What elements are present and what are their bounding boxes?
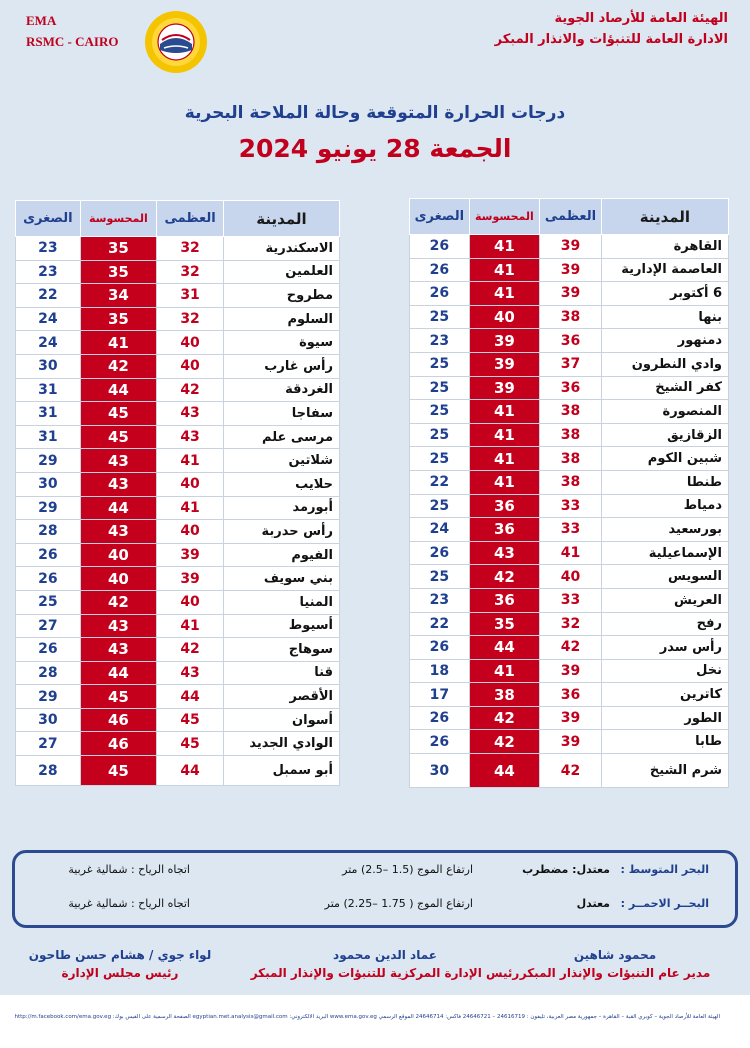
feels-like-cell: 42 [80,590,157,614]
max-temp-cell: 38 [540,400,602,424]
feels-like-cell: 43 [469,541,540,565]
max-temp-cell: 39 [157,543,224,567]
sea-conditions-box [12,850,738,928]
min-temp-cell: 22 [410,470,470,494]
table-row [410,565,729,589]
min-temp-cell: 23 [16,260,81,284]
table-row [410,494,729,518]
min-temp-cell: 25 [410,494,470,518]
max-temp-cell: 39 [540,258,602,282]
table-row [410,352,729,376]
table-row [410,730,729,754]
table-header-row [16,201,340,237]
max-temp-cell: 36 [540,683,602,707]
min-temp-cell: 30 [16,354,81,378]
min-temp-cell: 26 [410,282,470,306]
wind-direction: اتجاه الرياح : شمالية غربية [68,897,190,910]
city-cell: القاهرة [601,235,728,259]
max-temp-cell: 40 [157,520,224,544]
table-row [410,305,729,329]
min-temp-cell: 26 [410,730,470,754]
footer [0,995,750,1048]
max-temp-cell: 33 [540,494,602,518]
table-row [410,754,729,788]
sea-row-red-sea [15,897,735,917]
header-min: الصغرى [16,201,81,237]
feels-like-cell: 43 [80,520,157,544]
table-row [16,237,340,261]
org-department: الادارة العامة للتنبؤات والانذار المبكر [494,32,728,47]
city-cell: سفاجا [223,402,339,426]
feels-like-cell: 45 [80,402,157,426]
signer-name: لواء جوي / هشام حسن طاحون [28,948,212,962]
feels-like-cell: 41 [469,423,540,447]
city-cell: أبو سمبل [223,756,339,786]
min-temp-cell: 18 [410,659,470,683]
max-temp-cell: 39 [540,730,602,754]
max-temp-cell: 42 [540,636,602,660]
city-cell: شبين الكوم [601,447,728,471]
table-row [410,588,729,612]
signature-central-admin [250,946,520,982]
sea-row-mediterranean [15,863,735,883]
table-row [16,496,340,520]
min-temp-cell: 29 [16,496,81,520]
city-cell: الاسكندرية [223,237,339,261]
city-cell: الأقصر [223,685,339,709]
city-cell: الزقازيق [601,423,728,447]
min-temp-cell: 26 [16,543,81,567]
table-row [410,612,729,636]
city-cell: وادي النطرون [601,352,728,376]
max-temp-cell: 42 [157,638,224,662]
header-min: الصغرى [410,199,470,235]
header-max: العظمى [540,199,602,235]
table-row [16,307,340,331]
table-row [410,447,729,471]
feels-like-cell: 42 [80,354,157,378]
min-temp-cell: 25 [16,590,81,614]
footer-contact: الهيئة العامة للأرصاد الجوية – كوبري القبة – القاهرة – جمهورية مصر العربية، تليفون : 24616719 – 24646721 فاكس: 24646714 الموقع الرسمي www.ema.gov.eg البريد الالكتروني: egyptian.met.analysis@gmail.com الصفحة الرسمية على الفيس بوك: http://m.facebook.com/ema.gov.eg [14,1014,720,1020]
feels-like-cell: 44 [469,754,540,788]
table-row [410,376,729,400]
org-center: RSMC - CAIRO [26,34,119,49]
table-row [16,354,340,378]
city-cell: السلوم [223,307,339,331]
max-temp-cell: 40 [157,472,224,496]
feels-like-cell: 41 [469,258,540,282]
org-name-ar [495,8,728,50]
city-cell: نخل [601,659,728,683]
header-max: العظمى [157,201,224,237]
max-temp-cell: 40 [157,331,224,355]
table-row [16,638,340,662]
max-temp-cell: 41 [540,541,602,565]
feels-like-cell: 45 [80,685,157,709]
max-temp-cell: 42 [540,754,602,788]
signature-forecast-director [500,946,730,982]
city-cell: شلاتين [223,449,339,473]
city-cell: رأس حدربة [223,520,339,544]
table-row [16,590,340,614]
header-city: المدينة [601,199,728,235]
min-temp-cell: 24 [16,307,81,331]
table-row [410,706,729,730]
feels-like-cell: 38 [469,683,540,707]
table-row [16,567,340,591]
table-row [16,378,340,402]
max-temp-cell: 32 [157,307,224,331]
min-temp-cell: 31 [16,378,81,402]
min-temp-cell: 25 [410,305,470,329]
header-feel: المحسوسة [80,201,157,237]
city-cell: رأس سدر [601,636,728,660]
table-row [16,685,340,709]
city-cell: أسوان [223,708,339,732]
city-cell: قنا [223,661,339,685]
feels-like-cell: 39 [469,376,540,400]
max-temp-cell: 38 [540,305,602,329]
feels-like-cell: 41 [469,659,540,683]
min-temp-cell: 24 [16,331,81,355]
min-temp-cell: 23 [16,237,81,261]
sea-name: البحــر الاحمــر : [620,897,709,910]
city-cell: دمياط [601,494,728,518]
max-temp-cell: 41 [157,449,224,473]
city-cell: الوادي الجديد [223,732,339,756]
header-city: المدينة [223,201,339,237]
min-temp-cell: 30 [16,472,81,496]
city-cell: المنصورة [601,400,728,424]
feels-like-cell: 42 [469,565,540,589]
min-temp-cell: 22 [16,284,81,308]
wave-height: ارتفاع الموج (1.5 –2.5) متر [342,863,473,876]
feels-like-cell: 43 [80,638,157,662]
city-cell: بنها [601,305,728,329]
table-row [410,400,729,424]
table-row [410,659,729,683]
city-cell: الفيوم [223,543,339,567]
city-cell: شرم الشيخ [601,754,728,788]
feels-like-cell: 36 [469,588,540,612]
min-temp-cell: 30 [16,708,81,732]
max-temp-cell: 43 [157,661,224,685]
feels-like-cell: 45 [80,425,157,449]
sea-name: البحر المتوسط : [620,863,709,876]
table-row [410,235,729,259]
feels-like-cell: 35 [80,260,157,284]
feels-like-cell: 36 [469,494,540,518]
feels-like-cell: 44 [80,378,157,402]
ema-logo [140,10,212,74]
feels-like-cell: 44 [80,496,157,520]
min-temp-cell: 25 [410,352,470,376]
feels-like-cell: 46 [80,708,157,732]
city-cell: العاصمة الإدارية [601,258,728,282]
min-temp-cell: 25 [410,423,470,447]
table-row [410,329,729,353]
feels-like-cell: 40 [80,567,157,591]
feels-like-cell: 44 [80,661,157,685]
max-temp-cell: 33 [540,518,602,542]
org-name: الهيئة العامة للأرصاد الجوية [554,11,728,26]
wave-height: ارتفاع الموج ( 1.75 –2.25) متر [324,897,473,910]
max-temp-cell: 41 [157,496,224,520]
table-header-row [410,199,729,235]
city-cell: طنطا [601,470,728,494]
signer-name: عماد الدين محمود [333,948,437,962]
city-cell: الإسماعيلية [601,541,728,565]
max-temp-cell: 32 [157,237,224,261]
city-cell: مطروح [223,284,339,308]
max-temp-cell: 32 [540,612,602,636]
city-cell: كاترين [601,683,728,707]
max-temp-cell: 39 [540,235,602,259]
table-row [16,472,340,496]
max-temp-cell: 39 [540,282,602,306]
page-title: درجات الحرارة المتوقعة وحالة الملاحة البحرية [184,103,566,123]
table-row [410,541,729,565]
max-temp-cell: 45 [157,708,224,732]
city-cell: الغردقة [223,378,339,402]
feels-like-cell: 41 [469,400,540,424]
signer-role: رئيس الإدارة المركزية للتنبؤات والإنذار المبكر [250,966,520,980]
min-temp-cell: 26 [16,567,81,591]
max-temp-cell: 37 [540,352,602,376]
table-row [16,260,340,284]
table-row [410,423,729,447]
org-name-en [26,10,118,52]
table-row [410,636,729,660]
feels-like-cell: 46 [80,732,157,756]
city-cell: العريش [601,588,728,612]
min-temp-cell: 26 [410,258,470,282]
min-temp-cell: 30 [410,754,470,788]
signer-name: محمود شاهين [573,948,657,962]
max-temp-cell: 39 [540,706,602,730]
max-temp-cell: 43 [157,402,224,426]
feels-like-cell: 42 [469,730,540,754]
min-temp-cell: 28 [16,756,81,786]
table-row [16,331,340,355]
max-temp-cell: 41 [157,614,224,638]
city-cell: الطور [601,706,728,730]
org-abbrev: EMA [26,13,57,28]
signer-role: رئيس مجلس الإدارة [61,966,179,980]
min-temp-cell: 26 [16,638,81,662]
max-temp-cell: 42 [157,378,224,402]
min-temp-cell: 23 [410,329,470,353]
feels-like-cell: 42 [469,706,540,730]
city-cell: المنيا [223,590,339,614]
min-temp-cell: 23 [410,588,470,612]
min-temp-cell: 26 [410,235,470,259]
table-row [16,520,340,544]
max-temp-cell: 40 [157,590,224,614]
signature-chairman [20,946,220,982]
min-temp-cell: 25 [410,447,470,471]
feels-like-cell: 41 [469,470,540,494]
city-cell: السويس [601,565,728,589]
max-temp-cell: 44 [157,756,224,786]
feels-like-cell: 35 [80,237,157,261]
wind-direction: اتجاه الرياح : شمالية غربية [68,863,190,876]
feels-like-cell: 35 [80,307,157,331]
max-temp-cell: 43 [157,425,224,449]
city-cell: حلايب [223,472,339,496]
table-row [16,449,340,473]
table-row [16,402,340,426]
table-row [16,614,340,638]
feels-like-cell: 41 [469,447,540,471]
table-row [410,282,729,306]
min-temp-cell: 31 [16,402,81,426]
table-row [16,284,340,308]
max-temp-cell: 40 [540,565,602,589]
feels-like-cell: 44 [469,636,540,660]
feels-like-cell: 34 [80,284,157,308]
max-temp-cell: 36 [540,376,602,400]
min-temp-cell: 25 [410,565,470,589]
table-row [410,683,729,707]
city-cell: دمنهور [601,329,728,353]
min-temp-cell: 26 [410,706,470,730]
min-temp-cell: 29 [16,685,81,709]
max-temp-cell: 32 [157,260,224,284]
city-cell: طابا [601,730,728,754]
max-temp-cell: 39 [157,567,224,591]
max-temp-cell: 31 [157,284,224,308]
forecast-table-left [15,200,340,786]
max-temp-cell: 38 [540,447,602,471]
min-temp-cell: 24 [410,518,470,542]
table-row [410,470,729,494]
city-cell: رأس غارب [223,354,339,378]
city-cell: أسيوط [223,614,339,638]
feels-like-cell: 41 [80,331,157,355]
feels-like-cell: 43 [80,449,157,473]
min-temp-cell: 17 [410,683,470,707]
min-temp-cell: 27 [16,614,81,638]
city-cell: كفر الشيخ [601,376,728,400]
city-cell: رفح [601,612,728,636]
table-row [410,258,729,282]
sea-state: معتدل: مضطرب [522,863,610,876]
signer-role: مدير عام التنبؤات والإنذار المبكر [519,966,711,980]
min-temp-cell: 26 [410,541,470,565]
max-temp-cell: 39 [540,659,602,683]
min-temp-cell: 29 [16,449,81,473]
feels-like-cell: 36 [469,518,540,542]
table-row [16,756,340,786]
min-temp-cell: 27 [16,732,81,756]
feels-like-cell: 40 [80,543,157,567]
city-cell: أبورمد [223,496,339,520]
city-cell: سيوة [223,331,339,355]
max-temp-cell: 44 [157,685,224,709]
min-temp-cell: 28 [16,520,81,544]
max-temp-cell: 38 [540,470,602,494]
max-temp-cell: 33 [540,588,602,612]
header-feel: المحسوسة [469,199,540,235]
max-temp-cell: 36 [540,329,602,353]
sea-state: معتدل [576,897,610,910]
min-temp-cell: 25 [410,376,470,400]
max-temp-cell: 38 [540,423,602,447]
feels-like-cell: 39 [469,329,540,353]
feels-like-cell: 43 [80,472,157,496]
feels-like-cell: 41 [469,235,540,259]
city-cell: العلمين [223,260,339,284]
city-cell: 6 أكتوبر [601,282,728,306]
table-row [16,661,340,685]
feels-like-cell: 41 [469,282,540,306]
city-cell: بني سويف [223,567,339,591]
city-cell: بورسعيد [601,518,728,542]
max-temp-cell: 45 [157,732,224,756]
feels-like-cell: 35 [469,612,540,636]
table-row [16,543,340,567]
feels-like-cell: 43 [80,614,157,638]
forecast-date: الجمعة 28 يونيو 2024 [238,134,512,163]
feels-like-cell: 40 [469,305,540,329]
min-temp-cell: 22 [410,612,470,636]
table-row [16,425,340,449]
max-temp-cell: 40 [157,354,224,378]
city-cell: سوهاج [223,638,339,662]
table-row [410,518,729,542]
city-cell: مرسى علم [223,425,339,449]
min-temp-cell: 28 [16,661,81,685]
feels-like-cell: 45 [80,756,157,786]
table-row [16,732,340,756]
feels-like-cell: 39 [469,352,540,376]
min-temp-cell: 25 [410,400,470,424]
min-temp-cell: 26 [410,636,470,660]
table-row [16,708,340,732]
min-temp-cell: 31 [16,425,81,449]
forecast-table-right [409,198,729,788]
